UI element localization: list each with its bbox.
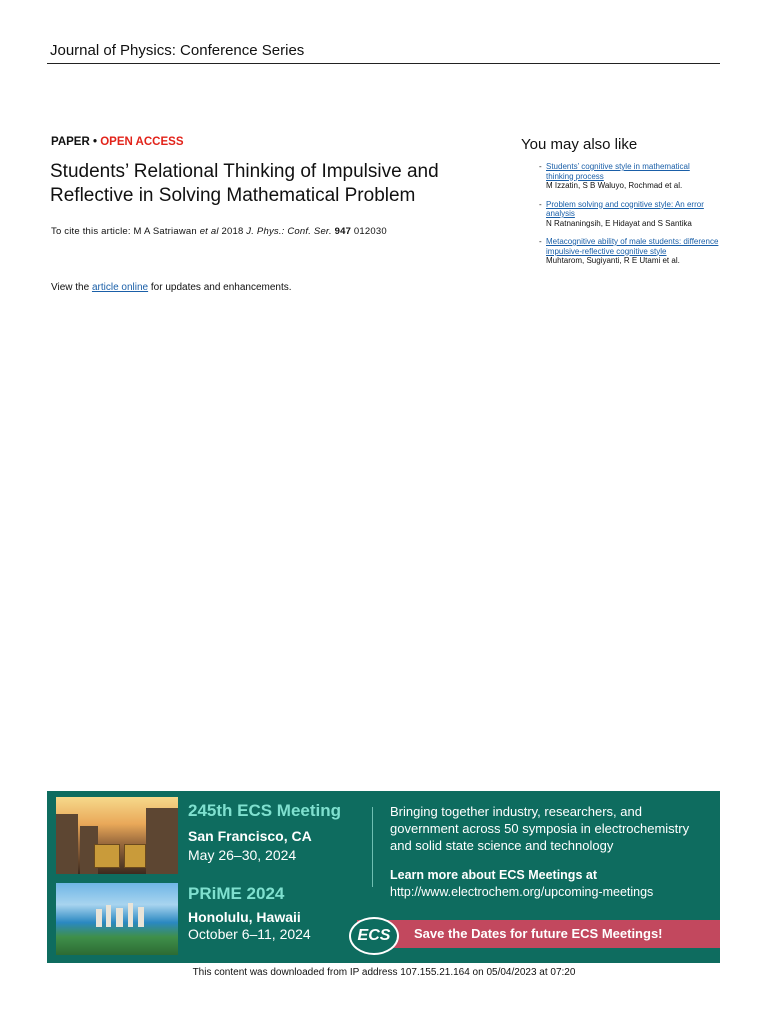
paper-type-label [51,136,184,148]
paper-label: PAPER [51,136,90,148]
learn-more-text: Learn more about ECS Meetings at [390,868,597,882]
banner-description: Bringing together industry, researchers, and government across 50 symposia in electrochemistry and solid state science and technology [390,804,690,853]
cite-etal: et al [199,226,219,237]
related-heading: You may also like [521,136,638,153]
san-francisco-photo [56,797,178,874]
cite-year: 2018 [218,226,247,237]
related-link[interactable]: Students’ cognitive style in mathematical thinking process [546,162,690,181]
banner-divider [372,807,373,887]
save-dates-text: Save the Dates for future ECS Meetings! [414,926,663,941]
related-item [539,237,719,266]
prime-title: PRiME 2024 [188,884,285,903]
honolulu-photo [56,883,178,955]
related-articles-list [539,162,719,275]
article-online-link[interactable]: article online [91,282,149,293]
related-item [539,200,719,229]
related-authors: Muhtarom, Sugiyanti, R E Utami et al. [546,256,680,265]
prime-dates: October 6–11, 2024 [188,926,311,942]
header-divider [47,63,720,64]
ecs-meetings-url[interactable]: http://www.electrochem.org/upcoming-meetings [390,885,654,899]
meeting-city: San Francisco, CA [188,828,312,844]
cite-number: 012030 [351,226,387,237]
view-suffix: for updates and enhancements. [148,282,292,293]
meeting-dates: May 26–30, 2024 [188,847,297,863]
ecs-ad-banner[interactable] [47,791,720,963]
list-dash: - [539,162,542,171]
list-dash: - [539,237,542,246]
ecs-logo: ECS [349,917,399,955]
download-note: This content was downloaded from IP address 107.155.21.164 on 05/04/2023 at 07:20 [192,967,576,978]
related-link[interactable]: Problem solving and cognitive style: An error analysis [546,199,704,218]
meeting-title: 245th ECS Meeting [188,801,342,820]
journal-name: Journal of Physics: Conference Series [50,42,305,59]
related-authors: M Izzatin, S B Waluyo, Rochmad et al. [546,181,683,190]
related-item [539,162,719,191]
related-authors: N Ratnaningsih, E Hidayat and S Santika [546,218,692,228]
view-online-line [51,282,292,293]
related-link[interactable]: Metacognitive ability of male students: difference impulsive-reflective cognitive style [546,237,719,256]
cite-journal: J. Phys.: Conf. Ser. [246,226,332,237]
label-separator: • [89,136,101,148]
cite-prefix: To cite this article: M A Satriawan [51,226,200,237]
prime-city: Honolulu, Hawaii [188,909,301,925]
list-dash: - [539,199,542,209]
open-access-label: OPEN ACCESS [100,136,184,148]
article-title: Students’ Relational Thinking of Impulsive and Reflective in Solving Mathematical Problem [50,161,439,206]
view-prefix: View the [51,282,92,293]
citation-line [51,226,387,237]
cite-volume: 947 [331,226,352,237]
